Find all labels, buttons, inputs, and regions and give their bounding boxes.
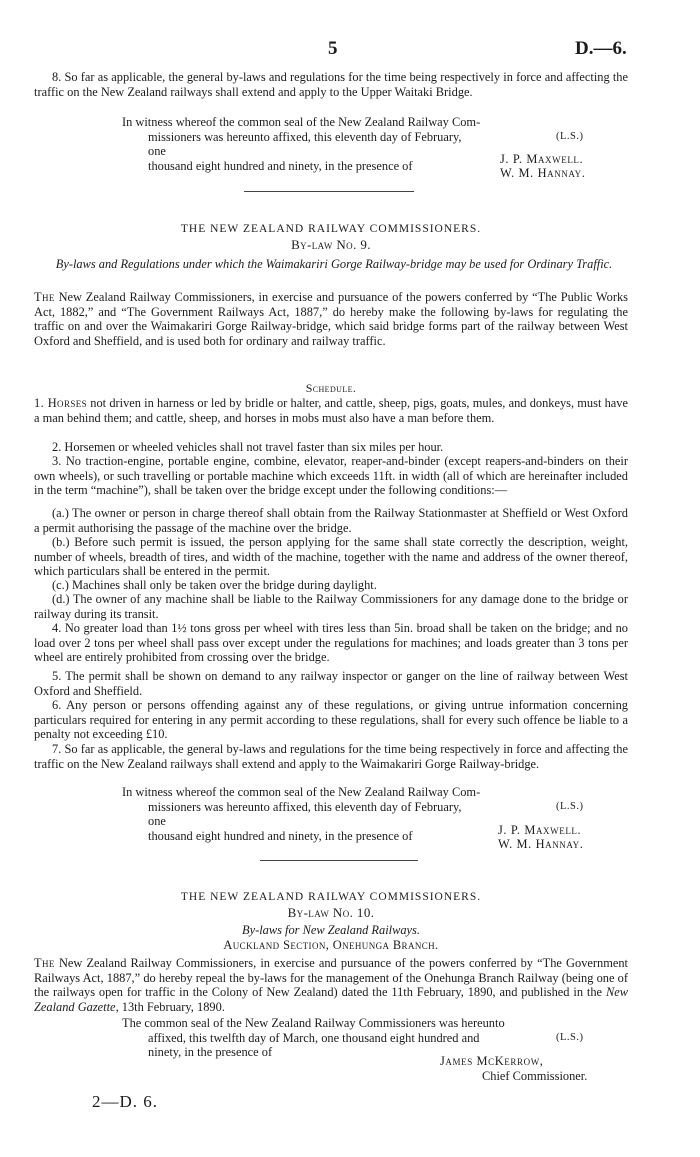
witness-line: thousand eight hundred and ninety, in the presence of	[148, 158, 413, 173]
bylaw-title: By-law No. 10.	[287, 905, 375, 920]
seal-line: The common seal of the New Zealand Railway Commissioners was hereunto	[122, 1016, 505, 1030]
seal-line: affixed, this twelfth day of March, one thousand eight hundred and	[148, 1030, 480, 1045]
authority-heading: THE NEW ZEALAND RAILWAY COMMISSIONERS.	[180, 223, 482, 235]
bylaw-subtitle: By-laws and Regulations under which the Waimakariri Gorge Railway-bridge may be used for Ordinary Traffic.	[55, 257, 613, 271]
witness-line: In witness whereof the common seal of the New Zealand Railway Com-	[122, 115, 481, 129]
authority-heading: THE NEW ZEALAND RAILWAY COMMISSIONERS.	[180, 891, 482, 903]
clause-8: 8. So far as applicable, the general by-laws and regulations for the time being respectively in force and affecting the traffic on the New Zealand railways shall extend and apply to the Upper Waitaki Bridge.	[34, 70, 628, 99]
bylaw-intro	[34, 290, 628, 348]
divider	[244, 191, 414, 192]
signatory: J. P. Maxwell.	[500, 152, 584, 166]
intro-text: New Zealand Railway Commissioners, in exercise and pursuance of the powers conferred by “The Public Works Act, 1882,” and “The Government Railways Act, 1887,” do hereby make the following by-laws for regulating the traffic on and over the Waimakariri Gorge Railway-bridge, which said bridge forms part of the railway between West Oxford and Sheffield, and is used both for ordinary and railway traffic.	[34, 290, 628, 348]
clause-6: 6. Any person or persons offending against any of these regulations, or giving untrue information concerning particulars required for entering in any permit according to these regulations, shall for every such offence be liable to a penalty not exceeding £10.	[34, 698, 628, 742]
clause-1-lead: 1. Horses	[34, 396, 88, 410]
intro-text-end: , 13th February, 1890.	[115, 999, 225, 1014]
bylaw-intro	[34, 956, 628, 1014]
seal-line: ninety, in the presence of	[148, 1045, 273, 1060]
seal-mark: (L.S.)	[556, 1032, 584, 1043]
schedule-heading: Schedule.	[305, 381, 357, 395]
signatory-title: Chief Commissioner.	[482, 1069, 588, 1083]
intro-lead: The	[34, 290, 55, 304]
intro-text: New Zealand Railway Commissioners, in exercise and pursuance of the powers conferred by “The Government Railways Act, 1887,” do hereby repeal the by-laws for the management of the Onehunga Branch Railway (being one of the railways open for traffic in the Colony of New Zealand) dated the 11th February, 1890, and published in the	[34, 956, 628, 1000]
gazette-title: New Zealand Gazette	[34, 985, 628, 1014]
signatory: J. P. Maxwell.	[498, 823, 582, 837]
clause-4: 4. No greater load than 1½ tons gross per wheel with tires less than 5in. broad shall be taken on the bridge; and no load over 2 tons per wheel shall pass over except under the regulations for machines; and loads greater than 3 tons per wheel are entirely prohibited from crossing over the bridge.	[34, 621, 628, 665]
seal-mark: (L.S.)	[556, 131, 584, 142]
clause-7: 7. So far as applicable, the general by-laws and regulations for the time being respectively in force and affecting the traffic on the New Zealand railways shall extend and apply to the Waimakariri Gorge Railway-bridge.	[34, 742, 628, 771]
clause-2: 2. Horsemen or wheeled vehicles shall not travel faster than six miles per hour.	[52, 440, 444, 454]
clause-3c: (c.) Machines shall only be taken over the bridge during daylight.	[52, 578, 377, 592]
clause-3b: (b.) Before such permit is issued, the person applying for the same shall state correctly the description, weight, number of wheels, breadth of tires, and width of the machine, together with the name and address of the owner thereof, which particulars shall be entered in the permit.	[34, 535, 628, 579]
signatory: James McKerrow,	[440, 1054, 544, 1068]
clause-5: 5. The permit shall be shown on demand to any railway inspector or ganger on the line of railway between West Oxford and Sheffield.	[34, 669, 628, 698]
seal-mark: (L.S.)	[556, 801, 584, 812]
sheet-mark: 2—D. 6.	[92, 1092, 159, 1111]
witness-line: missioners was hereunto affixed, this eleventh day of February, one	[148, 129, 462, 159]
witness-line: thousand eight hundred and ninety, in the presence of	[148, 828, 413, 843]
clause-1	[34, 396, 628, 425]
divider	[260, 860, 418, 861]
witness-line: missioners was hereunto affixed, this eleventh day of February, one	[148, 799, 462, 829]
witness-line: In witness whereof the common seal of the New Zealand Railway Com-	[122, 785, 481, 799]
clause-3d: (d.) The owner of any machine shall be liable to the Railway Commissioners for any damage done to the bridge or railway during its transit.	[34, 592, 628, 621]
clause-1-text: not driven in harness or led by bridle or halter, and cattle, sheep, pigs, goats, mules, and donkeys, must have a man behind them; and cattle, sheep, and horses in mobs must also have a man before them.	[34, 396, 628, 425]
document-reference: D.—6.	[575, 38, 627, 59]
signatory: W. M. Hannay.	[500, 166, 586, 180]
witness-block-bylaw9	[122, 785, 482, 843]
clause-3: 3. No traction-engine, portable engine, combine, elevator, reaper-and-binder (except reapers-and-binders on their own wheels), or such travelling or portable machine which exceeds 11ft. in width (all of which are hereinafter included in the term “machine”), shall be taken over the bridge except under the following conditions:—	[34, 454, 628, 498]
page-number: 5	[328, 38, 338, 59]
intro-lead: The	[34, 956, 55, 970]
section-heading: Auckland Section, Onehunga Branch.	[223, 938, 439, 952]
clause-3a: (a.) The owner or person in charge thereof shall obtain from the Railway Stationmaster at Sheffield or West Oxford a permit authorising the passage of the machine over the bridge.	[34, 506, 628, 535]
witness-block-top	[122, 115, 482, 173]
signatory: W. M. Hannay.	[498, 837, 584, 851]
bylaw-title: By-law No. 9.	[291, 237, 371, 252]
bylaw-subtitle: By-laws for New Zealand Railways.	[242, 923, 420, 937]
